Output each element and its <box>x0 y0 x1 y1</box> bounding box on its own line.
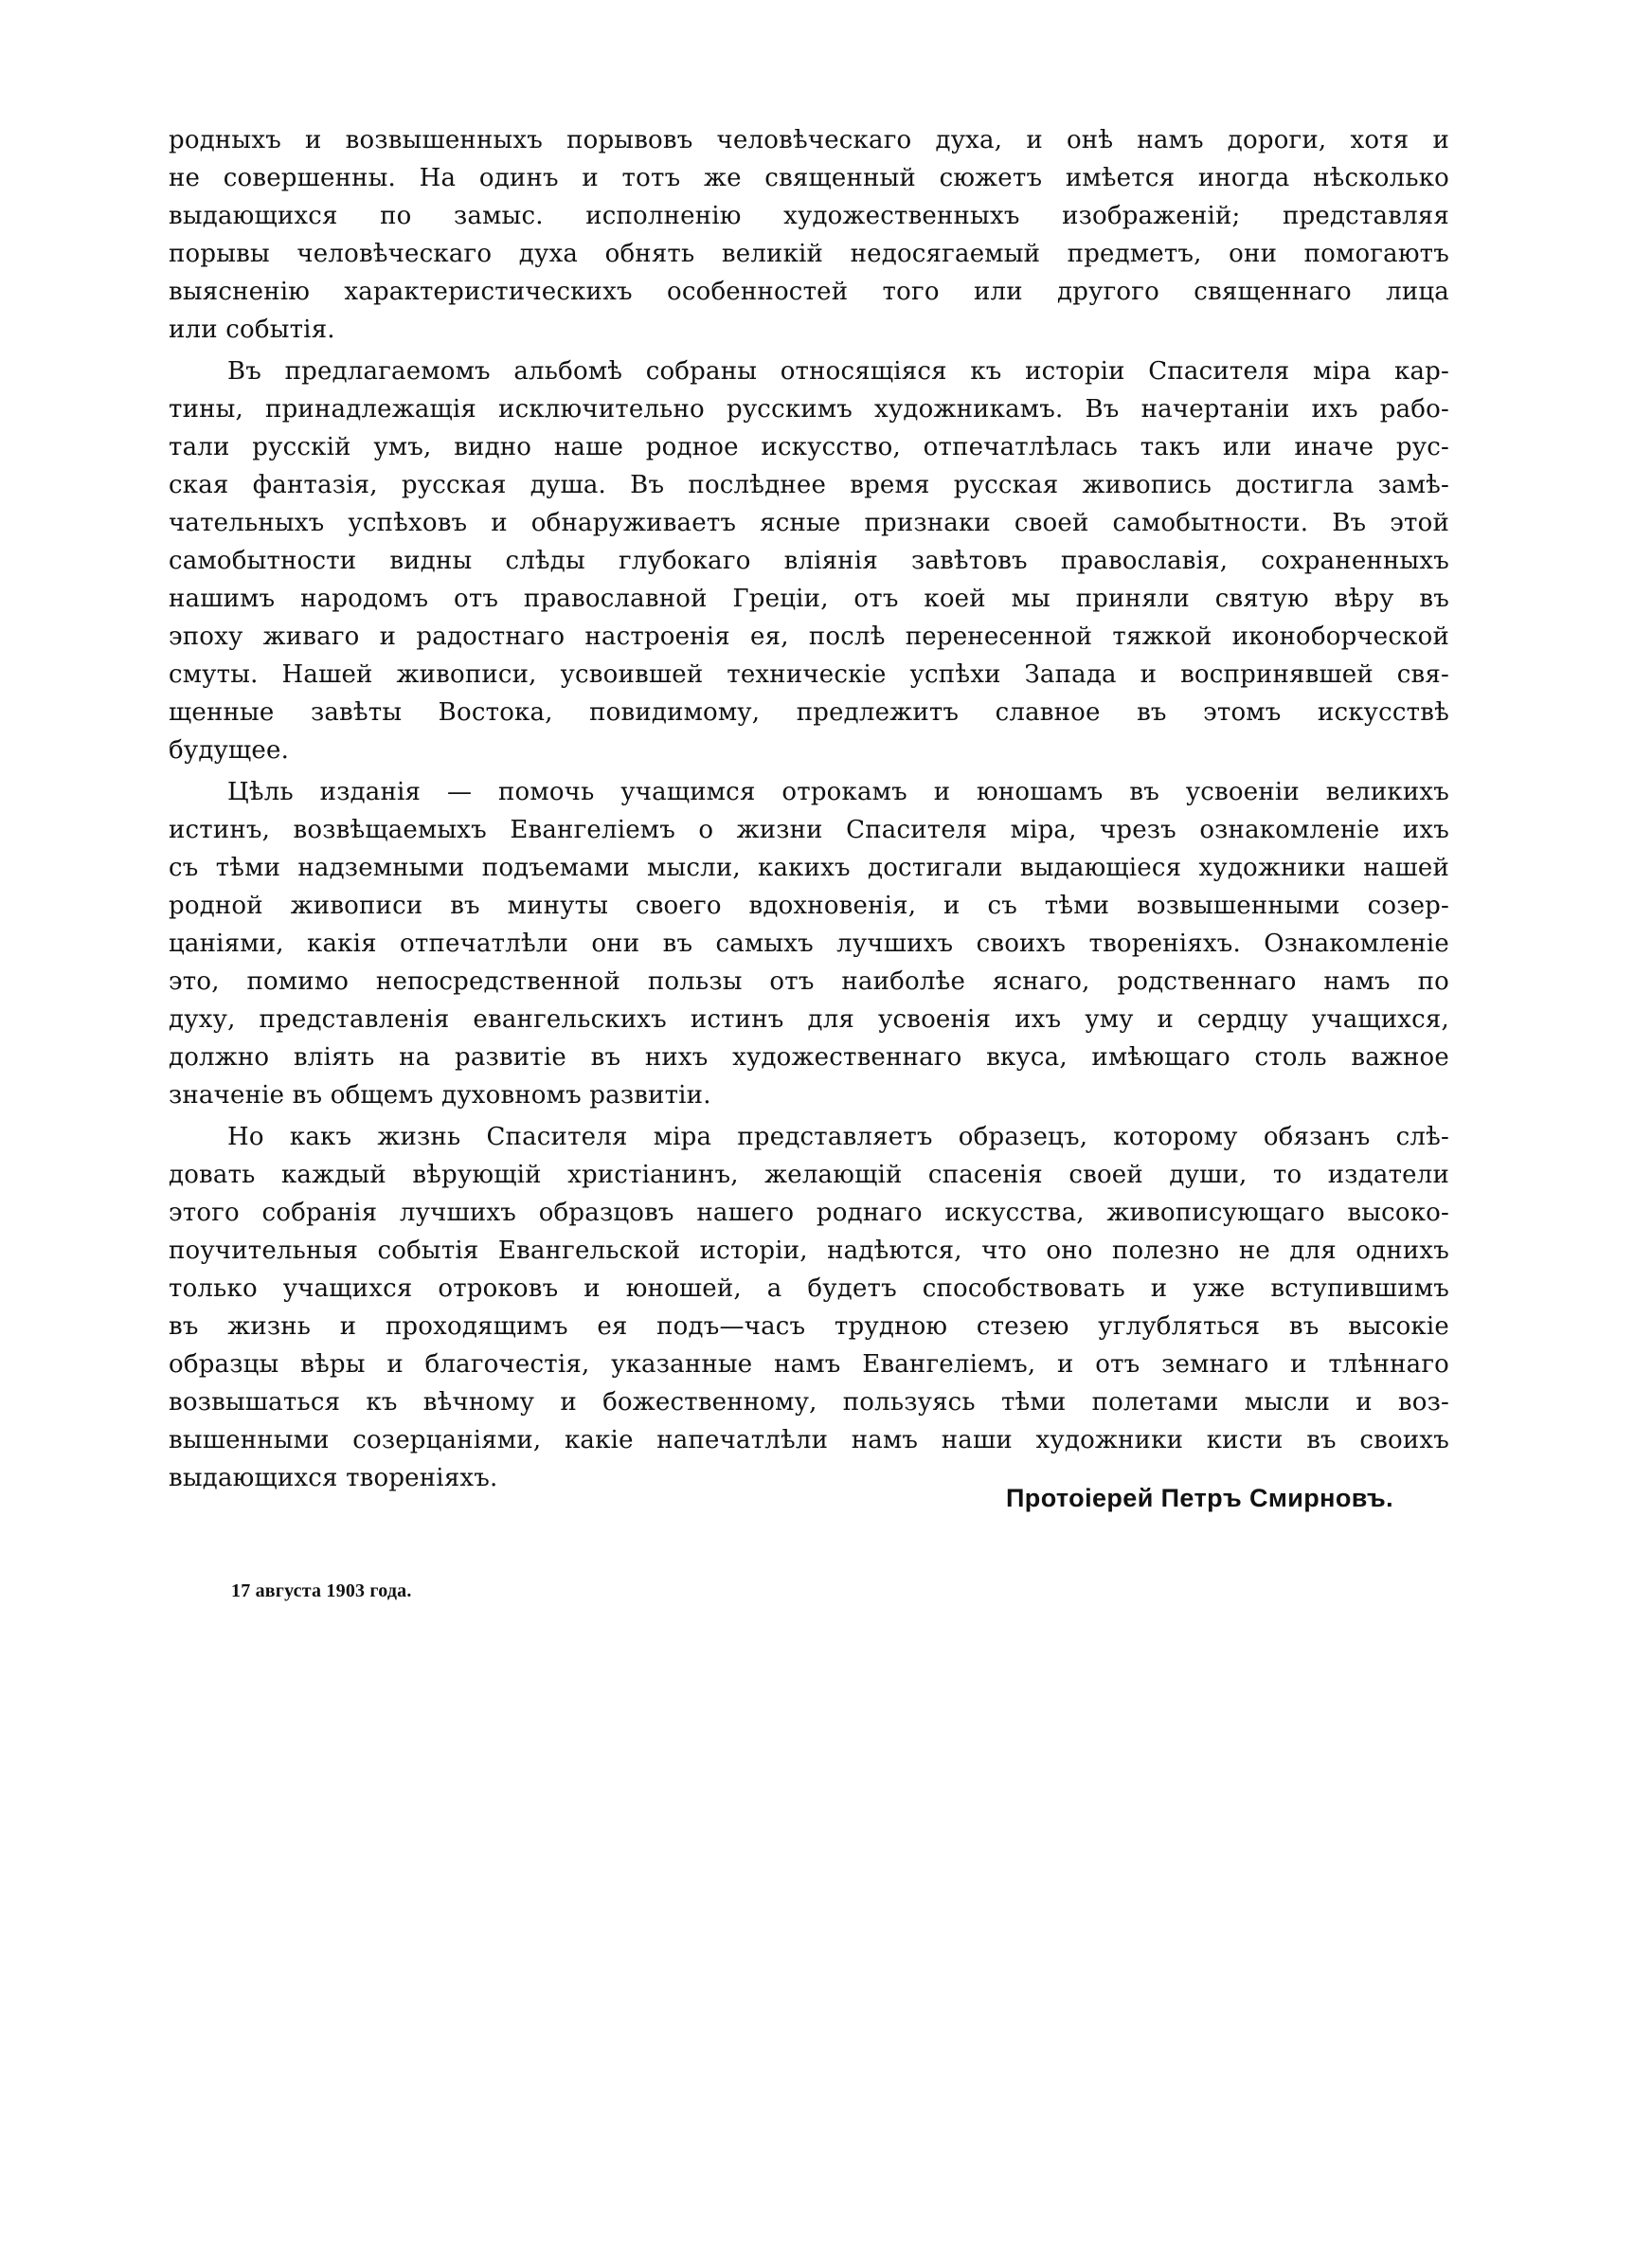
paragraph-4 <box>169 1118 1449 1497</box>
text-line: должно вліять на развитіе въ нихъ художественнаго вкуса, имѣющаго столь важное <box>169 1043 1449 1072</box>
text-line: Цѣль изданія — помочь учащимся отрокамъ и юношамъ въ усвоеніи великихъ <box>227 778 1449 806</box>
text-line: чательныхъ успѣховъ и обнаруживаетъ ясные признаки своей самобытности. Въ этой <box>169 509 1449 537</box>
text-line: духу, представленія евангельскихъ истинъ для усвоенія ихъ уму и сердцу учащихся, <box>169 1005 1449 1034</box>
text-line: ская фантазія, русская душа. Въ послѣднее время русская живопись достигла замѣ- <box>169 471 1449 499</box>
text-line: тали русскій умъ, видно наше родное искусство, отпечатлѣлась такъ или иначе рус- <box>169 433 1449 461</box>
text-line: цаніями, какія отпечатлѣли они въ самыхъ лучшихъ своихъ твореніяхъ. Ознакомленіе <box>169 930 1449 958</box>
text-line: довать каждый вѣрующій христіанинъ, желающій спасенія своей души, то издатели <box>169 1161 1449 1189</box>
text-line: образцы вѣры и благочестія, указанные намъ Евангеліемъ, и отъ земнаго и тлѣннаго <box>169 1350 1449 1379</box>
body-text <box>169 121 1449 1501</box>
text-line: выдающихся твореніяхъ. <box>169 1464 498 1492</box>
text-line: Въ предлагаемомъ альбомѣ собраны относящіяся къ исторіи Спасителя міра кар- <box>227 357 1449 386</box>
text-line: въ жизнь и проходящимъ ея подъ—часъ трудною стезею углубляться въ высокіе <box>169 1312 1449 1341</box>
text-line: этого собранія лучшихъ образцовъ нашего роднаго искусства, живописующаго высоко- <box>169 1199 1449 1227</box>
text-line: щенные завѣты Востока, повидимому, предлежитъ славное въ этомъ искусствѣ <box>169 698 1449 727</box>
text-line: не совершенны. На одинъ и тотъ же священный сюжетъ имѣется иногда нѣсколько <box>169 164 1449 192</box>
text-line: поучительныя событія Евангельской исторіи, надѣются, что оно полезно не для однихъ <box>169 1237 1449 1265</box>
paragraph-2 <box>169 352 1449 769</box>
text-line: или событія. <box>169 316 335 344</box>
text-line: выясненію характеристическихъ особенностей того или другого священнаго лица <box>169 278 1449 306</box>
text-line: истинъ, возвѣщаемыхъ Евангеліемъ о жизни Спасителя міра, чрезъ ознакомленіе ихъ <box>169 816 1449 844</box>
text-line: выдающихся по замыс. исполненію художественныхъ изображеній; представляя <box>169 202 1449 230</box>
text-line: возвышаться къ вѣчному и божественному, пользуясь тѣми полетами мысли и воз- <box>169 1388 1449 1417</box>
text-line: родной живописи въ минуты своего вдохновенія, и съ тѣми возвышенными созер- <box>169 892 1449 920</box>
paragraph-1 <box>169 121 1449 349</box>
text-line: будущее. <box>169 736 290 765</box>
text-line: эпоху живаго и радостнаго настроенія ея, послѣ перенесенной тяжкой иконоборческой <box>169 623 1449 651</box>
paragraph-3 <box>169 773 1449 1114</box>
text-line: порывы человѣческаго духа обнять великій недосягаемый предметъ, они помогаютъ <box>169 240 1449 268</box>
text-line: самобытности видны слѣды глубокаго вліянія завѣтовъ православія, сохраненныхъ <box>169 547 1449 575</box>
text-line: смуты. Нашей живописи, усвоившей техническіе успѣхи Запада и воспринявшей свя- <box>169 660 1449 689</box>
text-line: тины, принадлежащія исключительно русскимъ художникамъ. Въ начертаніи ихъ рабо- <box>169 395 1449 424</box>
document-date: 17 августа 1903 года. <box>231 1580 412 1601</box>
text-line: только учащихся отроковъ и юношей, а будетъ способствовать и уже вступившимъ <box>169 1274 1449 1303</box>
text-line: значеніе въ общемъ духовномъ развитіи. <box>169 1081 711 1110</box>
author-signature: Протоіерей Петръ Смирновъ. <box>1006 1484 1394 1512</box>
text-line: Но какъ жизнь Спасителя міра представляетъ образецъ, которому обязанъ слѣ- <box>227 1123 1449 1151</box>
text-line: съ тѣми надземными подъемами мысли, какихъ достигали выдающіеся художники нашей <box>169 854 1449 882</box>
text-line: это, помимо непосредственной пользы отъ наиболѣе яснаго, родственнаго намъ по <box>169 967 1449 996</box>
text-line: родныхъ и возвышенныхъ порывовъ человѣческаго духа, и онѣ намъ дороги, хотя и <box>169 126 1449 154</box>
text-line: вышенными созерцаніями, какіе напечатлѣли намъ наши художники кисти въ своихъ <box>169 1426 1449 1454</box>
text-line: нашимъ народомъ отъ православной Греціи, отъ коей мы приняли святую вѣру въ <box>169 585 1449 613</box>
